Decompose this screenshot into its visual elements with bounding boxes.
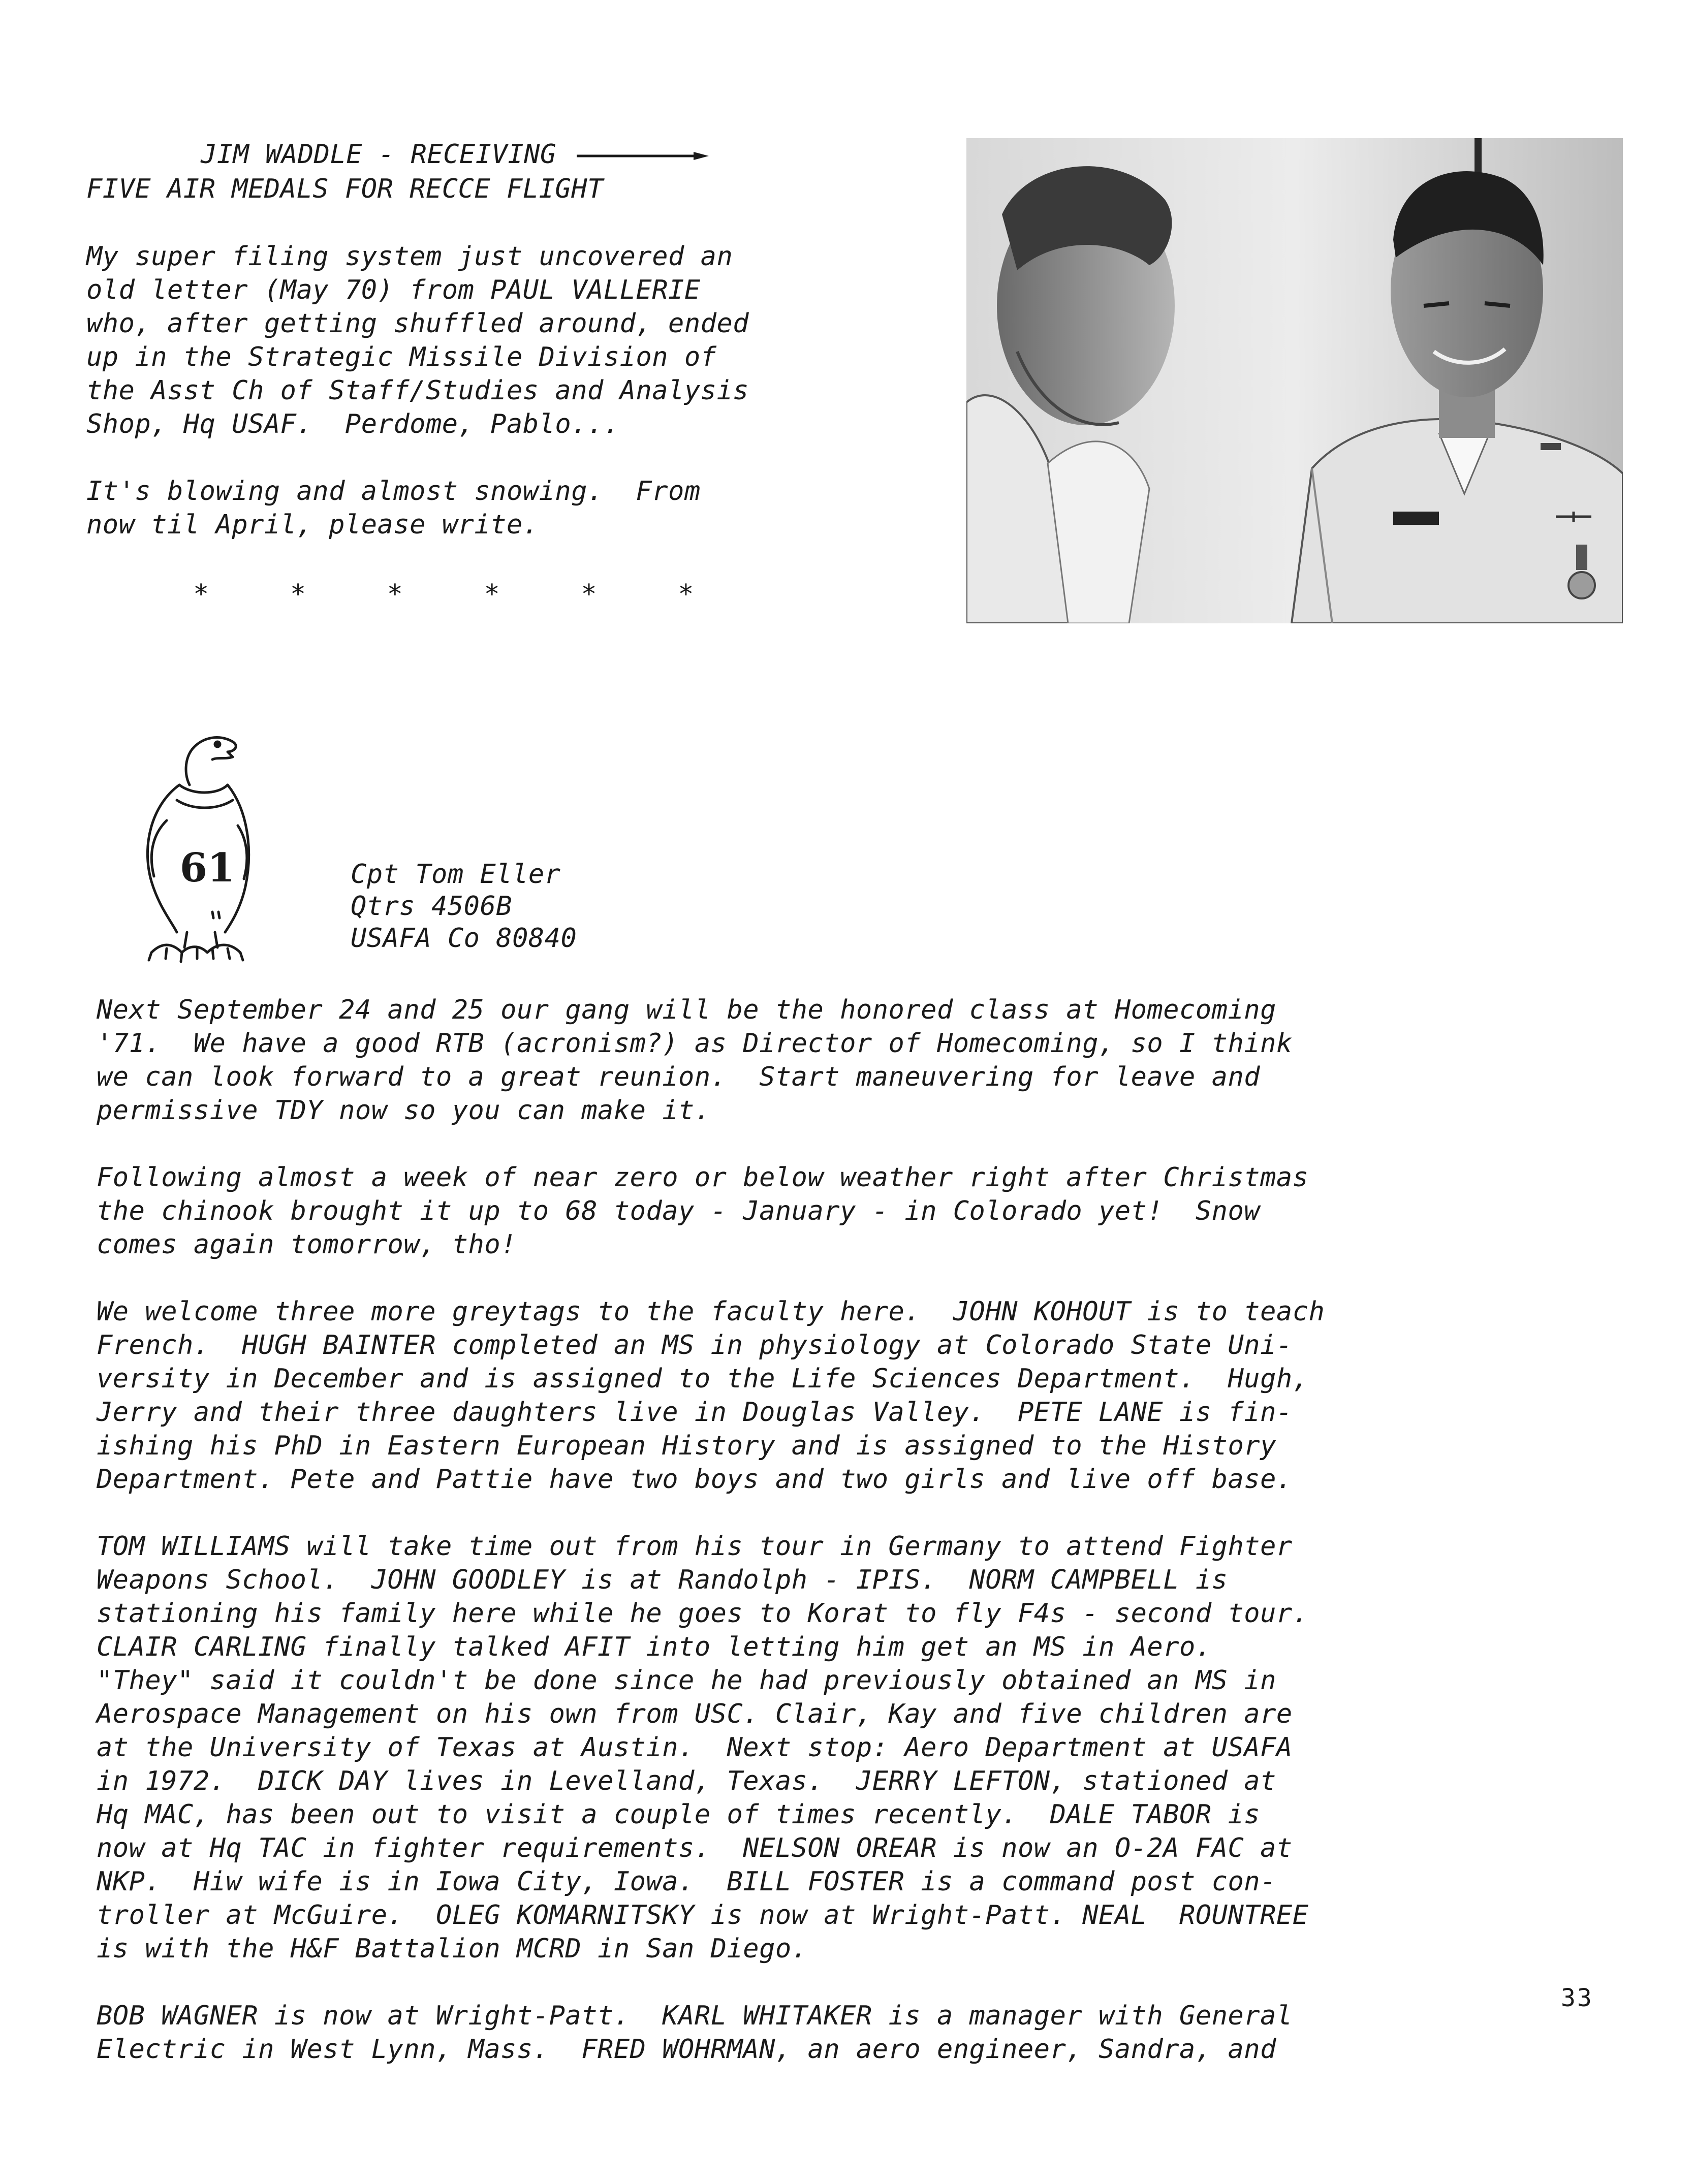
- text-line: French. HUGH BAINTER completed an MS in physiology at Colorado State Uni-: [97, 1330, 1293, 1360]
- address-line-3: USAFA Co 80840: [351, 923, 577, 954]
- text-line: CLAIR CARLING finally talked AFIT into letting him get an MS in Aero.: [97, 1632, 1212, 1662]
- address-line-2: Qtrs 4506B: [351, 891, 513, 922]
- text-line: we can look forward to a great reunion. Start maneuvering for leave and: [97, 1062, 1261, 1092]
- text-line: in 1972. DICK DAY lives in Levelland, Texas. JERRY LEFTON, stationed at: [97, 1766, 1276, 1796]
- text-line: It's blowing and almost snowing. From: [86, 476, 701, 507]
- photo-image: [966, 138, 1623, 623]
- text-line: Shop, Hq USAF. Perdome, Pablo...: [86, 409, 620, 439]
- text-line: '71. We have a good RTB (acronism?) as Director of Homecoming, so I think: [97, 1028, 1293, 1059]
- text-line: Aerospace Management on his own from USC. Clair, Kay and five children are: [97, 1699, 1293, 1729]
- text-line: Following almost a week of near zero or below weather right after Christmas: [97, 1162, 1309, 1193]
- class-61-eagle-logo: [131, 729, 258, 968]
- body-paragraph-5: [97, 1999, 1646, 2066]
- body-text: [97, 993, 1646, 2100]
- body-paragraph-3: [97, 1295, 1646, 1496]
- caption-line-1: JIM WADDLE - RECEIVING: [201, 139, 556, 170]
- photo-caption: [86, 137, 940, 206]
- top-paragraph-1: [86, 240, 940, 441]
- text-line: old letter (May 70) from PAUL VALLERIE: [86, 275, 701, 305]
- top-paragraph-2: [86, 474, 940, 542]
- text-line: TOM WILLIAMS will take time out from his tour in Germany to attend Fighter: [97, 1531, 1293, 1562]
- text-line: is with the H&F Battalion MCRD in San Diego.: [97, 1934, 808, 1964]
- body-paragraph-4: [97, 1530, 1646, 1966]
- text-line: now til April, please write.: [86, 510, 539, 540]
- correspondent-address: [351, 859, 577, 955]
- logo-class-number: 61: [179, 845, 235, 891]
- text-line: stationing his family here while he goes to Korat to fly F4s - second tour.: [97, 1598, 1309, 1629]
- text-line: the Asst Ch of Staff/Studies and Analysis: [86, 375, 749, 406]
- section-separator: * * * * * *: [193, 579, 695, 610]
- body-paragraph-1: [97, 993, 1646, 1127]
- text-line: up in the Strategic Missile Division of: [86, 342, 717, 372]
- text-line: now at Hq TAC in fighter requirements. NELSON OREAR is now an O-2A FAC at: [97, 1833, 1293, 1863]
- body-paragraph-2: [97, 1161, 1646, 1261]
- address-name: Cpt Tom Eller: [351, 859, 561, 890]
- text-line: Department. Pete and Pattie have two boys and two girls and live off base.: [97, 1464, 1293, 1495]
- text-line: the chinook brought it up to 68 today - January - in Colorado yet! Snow: [97, 1196, 1261, 1226]
- text-line: ishing his PhD in Eastern European History and is assigned to the History: [97, 1431, 1276, 1461]
- text-line: Next September 24 and 25 our gang will be the honored class at Homecoming: [97, 995, 1276, 1025]
- caption-line-2: FIVE AIR MEDALS FOR RECCE FLIGHT: [86, 174, 604, 204]
- page-number: 33: [1561, 1984, 1593, 2012]
- text-line: at the University of Texas at Austin. Next stop: Aero Department at USAFA: [97, 1732, 1293, 1763]
- text-line: Electric in West Lynn, Mass. FRED WOHRMAN, an aero engineer, Sandra, and: [97, 2034, 1276, 2065]
- eagle-icon: [131, 729, 258, 968]
- arrow-right-icon: [577, 151, 709, 161]
- text-line: BOB WAGNER is now at Wright-Patt. KARL WHITAKER is a manager with General: [97, 2001, 1293, 2031]
- text-line: NKP. Hiw wife is in Iowa City, Iowa. BILL FOSTER is a command post con-: [97, 1866, 1276, 1897]
- text-line: Weapons School. JOHN GOODLEY is at Randolph - IPIS. NORM CAMPBELL is: [97, 1565, 1228, 1595]
- text-line: who, after getting shuffled around, ended: [86, 308, 749, 339]
- photo-medal-ceremony: [966, 138, 1623, 623]
- text-line: "They" said it couldn't be done since he had previously obtained an MS in: [97, 1665, 1276, 1696]
- text-line: versity in December and is assigned to the Life Sciences Department. Hugh,: [97, 1364, 1309, 1394]
- text-line: Hq MAC, has been out to visit a couple of times recently. DALE TABOR is: [97, 1799, 1261, 1830]
- text-line: troller at McGuire. OLEG KOMARNITSKY is now at Wright-Patt. NEAL ROUNTREE: [97, 1900, 1309, 1930]
- text-line: permissive TDY now so you can make it.: [97, 1095, 711, 1126]
- text-line: My super filing system just uncovered an: [86, 241, 733, 272]
- text-line: Jerry and their three daughters live in Douglas Valley. PETE LANE is fin-: [97, 1397, 1293, 1428]
- top-left-column: [86, 137, 940, 542]
- text-line: We welcome three more greytags to the faculty here. JOHN KOHOUT is to teach: [97, 1296, 1325, 1327]
- text-line: comes again tomorrow, tho!: [97, 1229, 517, 1260]
